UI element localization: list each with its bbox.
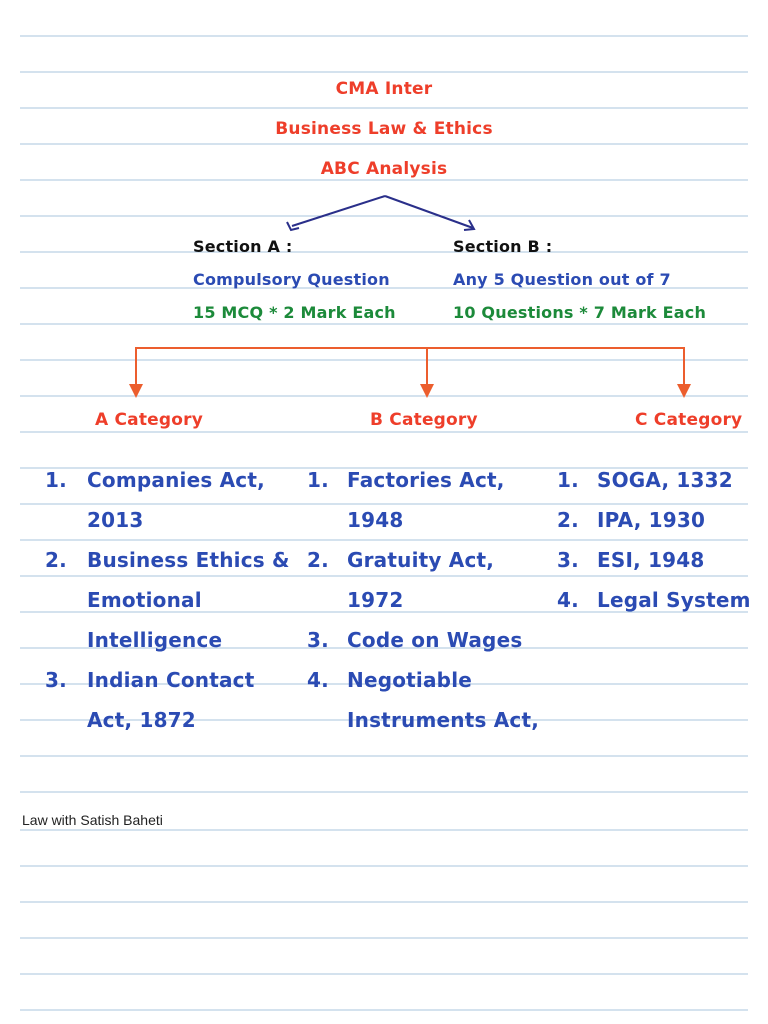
- list-item-text: Instruments Act,: [347, 708, 540, 732]
- list-item-text: Code on Wages: [347, 628, 523, 652]
- list-item-number: 4.: [557, 588, 579, 612]
- list-item-text: Act, 1872: [87, 708, 196, 732]
- list-item-text: Companies Act,: [87, 468, 265, 492]
- list-item-number: 1.: [557, 468, 579, 492]
- section-b-desc: Any 5 Question out of 7: [453, 270, 671, 289]
- footer-credit: Law with Satish Baheti: [22, 812, 163, 828]
- section-a-title: Section A :: [193, 237, 293, 256]
- list-item-text: Emotional: [87, 588, 202, 612]
- list-item-text: Intelligence: [87, 628, 223, 652]
- header-title: CMA Inter: [335, 79, 433, 99]
- header-analysis: ABC Analysis: [320, 159, 448, 179]
- list-item-number: 2.: [45, 548, 67, 572]
- list-item-text: Legal System: [597, 588, 751, 612]
- list-item-number: 3.: [557, 548, 579, 572]
- list-item-text: SOGA, 1332: [597, 468, 733, 492]
- list-item-text: Gratuity Act,: [347, 548, 495, 572]
- list-item-number: 1.: [45, 468, 67, 492]
- list-item-text: IPA, 1930: [597, 508, 706, 532]
- section-a-desc: Compulsory Question: [193, 270, 390, 289]
- list-item-number: 3.: [307, 628, 329, 652]
- category-bracket-arrows: [136, 348, 684, 388]
- list-item-text: 1948: [347, 508, 404, 532]
- section-b-marks: 10 Questions * 7 Mark Each: [453, 303, 707, 322]
- category-b-title: B Category: [370, 410, 478, 430]
- list-item-number: 3.: [45, 668, 67, 692]
- header-subject: Business Law & Ethics: [275, 119, 493, 139]
- section-b-title: Section B :: [453, 237, 553, 256]
- section-split-arrows: [287, 196, 474, 230]
- section-a-marks: 15 MCQ * 2 Mark Each: [193, 303, 396, 322]
- list-item-text: 1972: [347, 588, 404, 612]
- list-item-text: Factories Act,: [347, 468, 505, 492]
- list-item-text: 2013: [87, 508, 144, 532]
- list-item-number: 2.: [557, 508, 579, 532]
- list-item-text: Negotiable: [347, 668, 473, 692]
- list-item-number: 2.: [307, 548, 329, 572]
- category-a-title: A Category: [95, 410, 203, 430]
- list-item-text: Indian Contact: [87, 668, 255, 692]
- category-c-title: C Category: [635, 410, 743, 430]
- list-item-number: 4.: [307, 668, 329, 692]
- list-item-text: ESI, 1948: [597, 548, 705, 572]
- list-item-text: Business Ethics &: [87, 548, 290, 572]
- list-item-number: 1.: [307, 468, 329, 492]
